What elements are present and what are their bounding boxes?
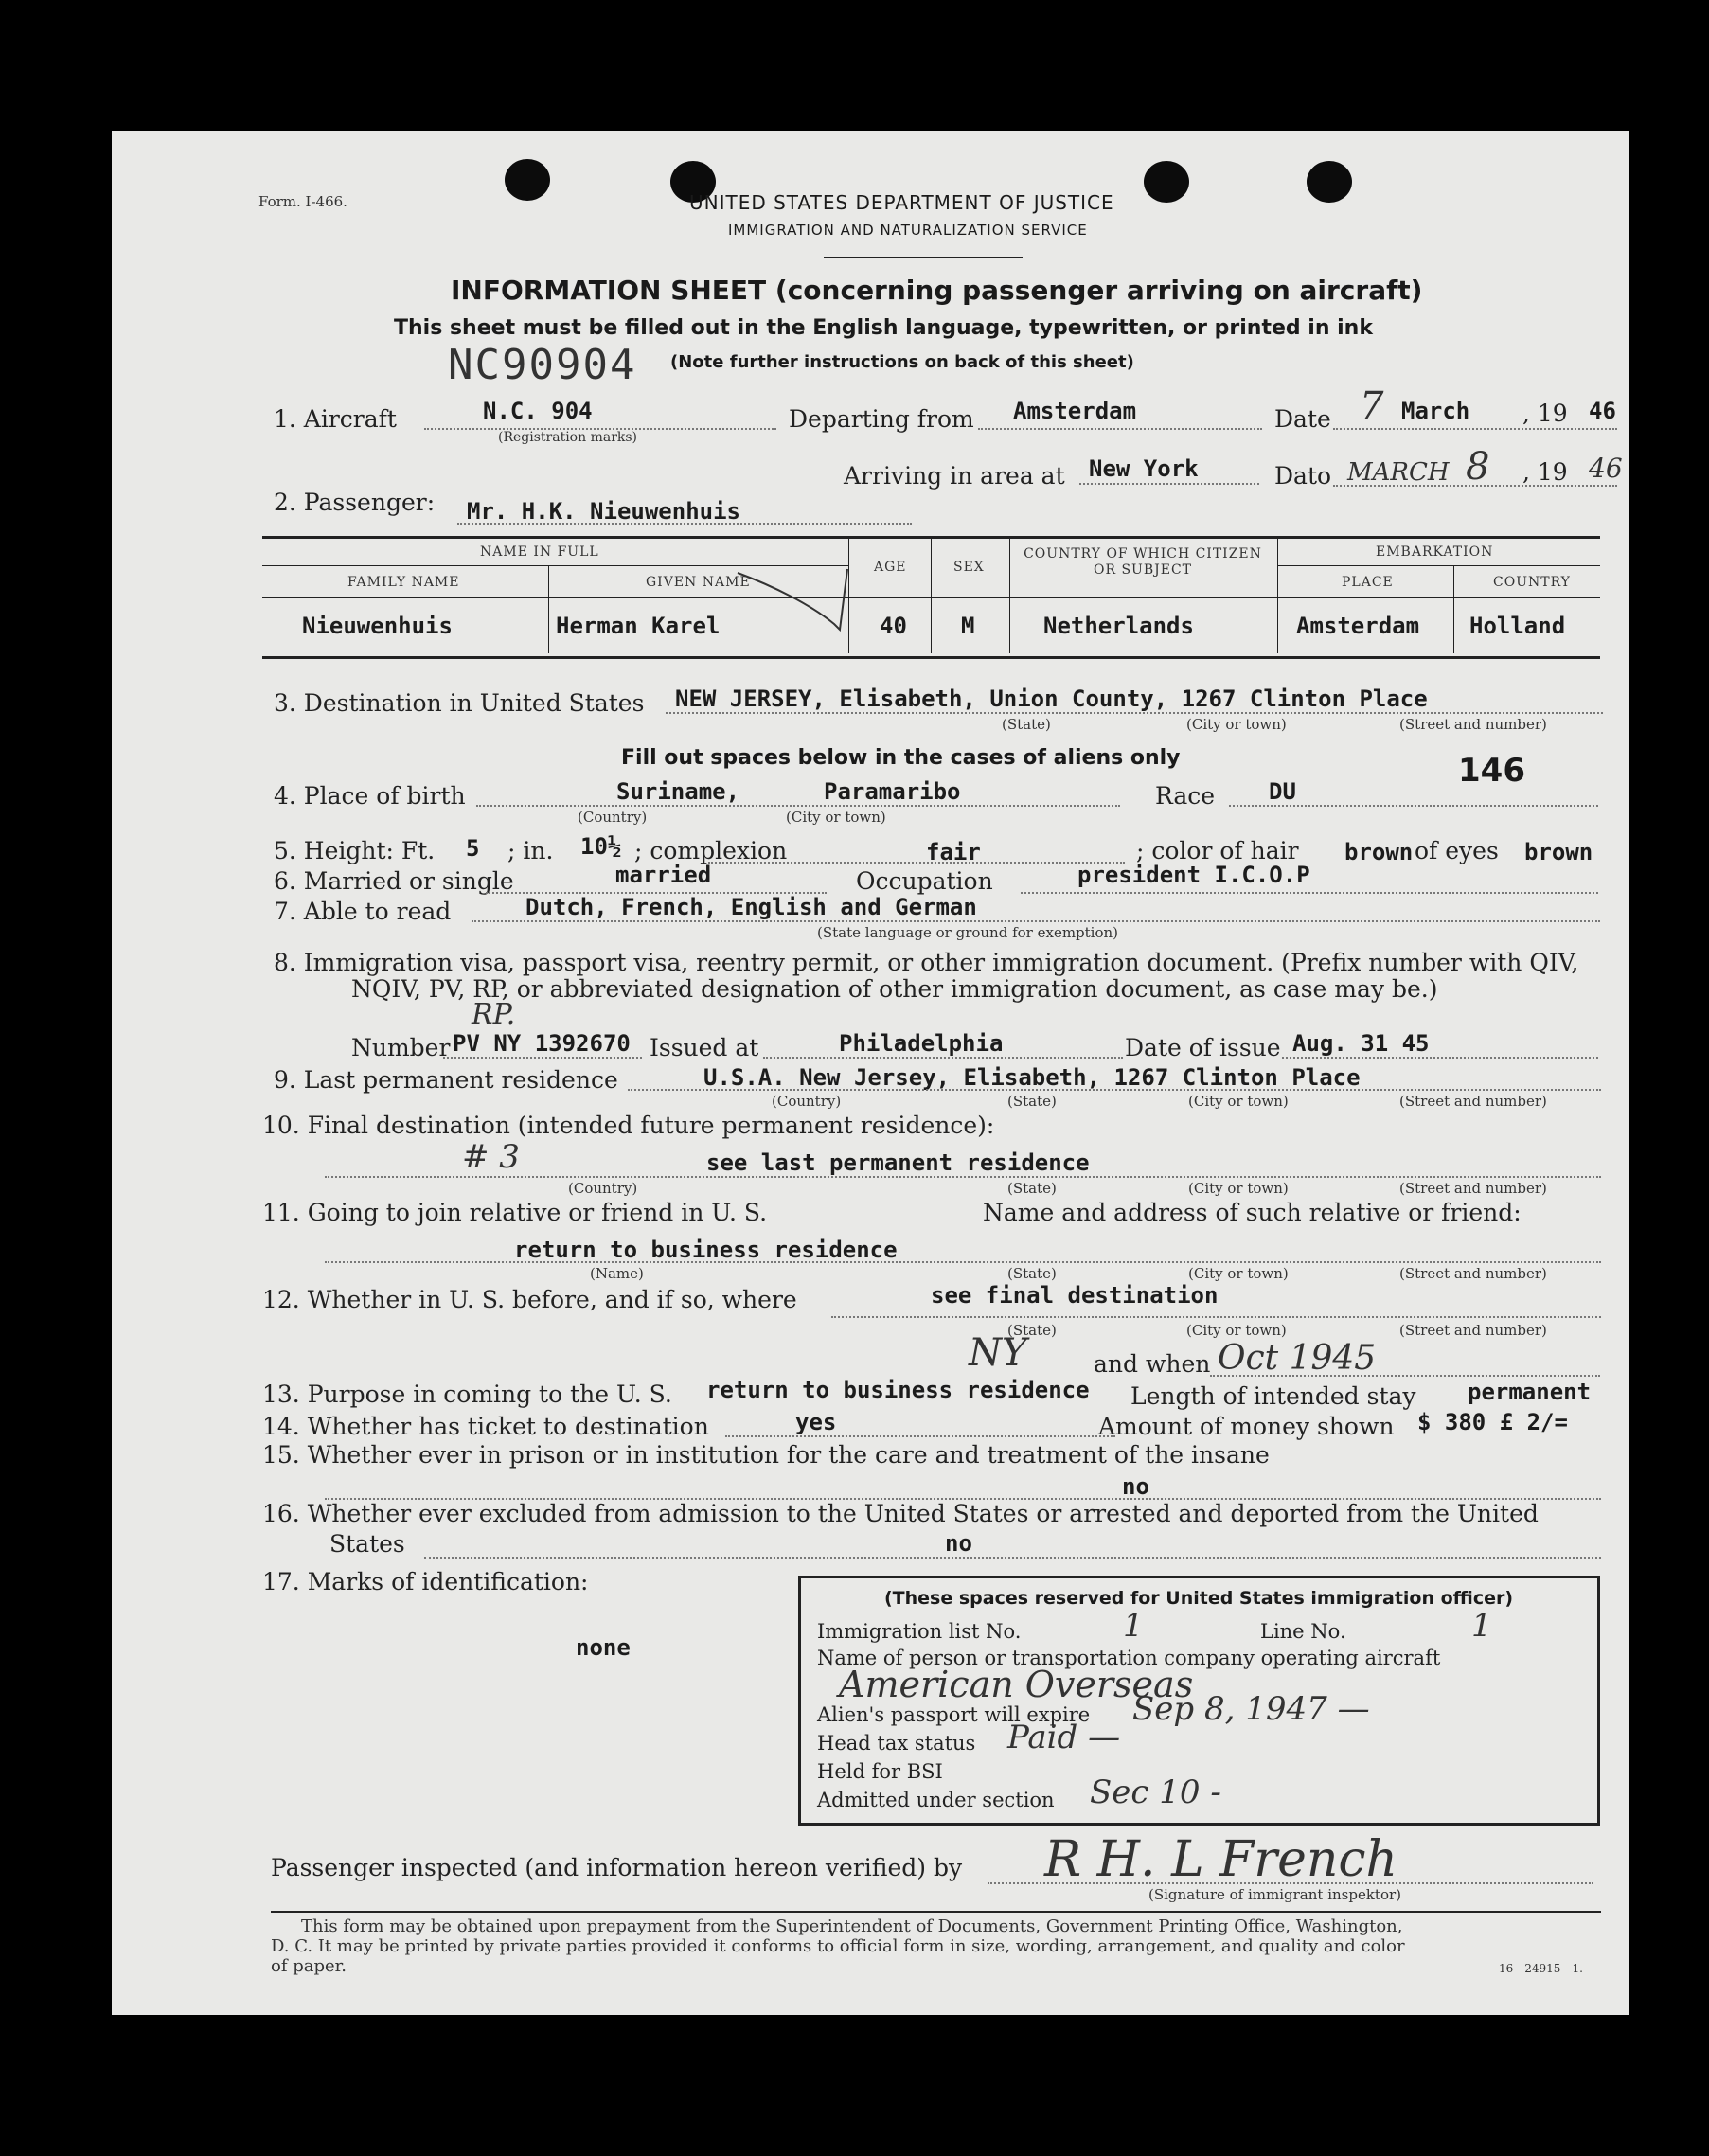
line-no-label: Line No. [1260, 1620, 1346, 1643]
join-relative-value: return to business residence [514, 1237, 898, 1263]
date-of-issue-value: Aug. 31 45 [1292, 1030, 1430, 1057]
final-city-caption: (City or town) [1188, 1180, 1289, 1197]
service-title: IMMIGRATION AND NATURALIZATION SERVICE [728, 222, 1088, 239]
passenger-table [262, 536, 1600, 659]
registration-caption: (Registration marks) [498, 430, 638, 445]
aircraft-label: 1. Aircraft [274, 405, 397, 433]
given-name-header: GIVEN NAME [646, 575, 751, 590]
last-residence-street-caption: (Street and number) [1399, 1093, 1547, 1110]
country-header: COUNTRY [1493, 575, 1571, 590]
prison-label: 15. Whether ever in prison or in institution for the care and treatment of the insane [262, 1441, 1270, 1469]
relative-state-caption: (State) [1007, 1265, 1057, 1282]
birth-city-caption: (City or town) [786, 809, 886, 826]
occupation-label: Occupation [856, 867, 993, 895]
last-residence-state-caption: (State) [1007, 1093, 1057, 1110]
stay-length-value: permanent [1468, 1379, 1592, 1405]
head-tax-label: Head tax status [817, 1732, 976, 1755]
sex-header: SEX [953, 560, 985, 575]
destination-label: 3. Destination in United States [274, 689, 645, 717]
signature-caption: (Signature of immigrant inspektor) [1148, 1886, 1402, 1903]
inspector-signature: R H. L French [1044, 1831, 1397, 1888]
date-label: Date [1274, 405, 1331, 433]
passenger-label: 2. Passenger: [274, 489, 436, 516]
inspection-label: Passenger inspected (and information hereon verified) by [271, 1854, 963, 1881]
purpose-label: 13. Purpose in coming to the U. S. [262, 1381, 672, 1408]
hair-value: brown [1344, 839, 1414, 865]
departing-label: Departing from [789, 405, 974, 433]
height-label: 5. Height: Ft. [274, 837, 436, 864]
ticket-label: 14. Whether has ticket to destination [262, 1413, 709, 1440]
final-state-caption: (State) [1007, 1180, 1057, 1197]
line-no-value: 1 [1471, 1607, 1492, 1645]
punch-hole [505, 159, 550, 201]
place-header: PLACE [1342, 575, 1394, 590]
marital-value: married [615, 862, 712, 888]
date2-label: Dato [1274, 462, 1332, 490]
form-sheet [112, 131, 1629, 2015]
footer-line1: This form may be obtained upon prepayment from the Superintendent of Documents, Government Printing Office, Washington, [301, 1916, 1403, 1936]
eyes-label: of eyes [1415, 837, 1499, 864]
date-of-issue-label: Date of issue [1125, 1034, 1281, 1061]
excluded-value: no [945, 1530, 972, 1557]
height-in-value: 10½ [580, 833, 622, 860]
code-number: 146 [1458, 752, 1525, 790]
last-residence-label: 9. Last permanent residence [274, 1066, 618, 1094]
previous-city-caption: (City or town) [1186, 1322, 1287, 1339]
punch-hole [1307, 161, 1352, 203]
destination-state-caption: (State) [1002, 716, 1051, 733]
date2-year: 46 [1589, 453, 1623, 484]
read-label: 7. Able to read [274, 898, 452, 925]
read-value: Dutch, French, English and German [525, 894, 977, 920]
birth-country-caption: (Country) [578, 809, 648, 826]
identification-value: none [576, 1634, 631, 1661]
issued-at-value: Philadelphia [839, 1030, 1004, 1057]
date-month: March [1401, 398, 1470, 424]
prison-value: no [1122, 1473, 1149, 1500]
occupation-value: president I.C.O.P [1077, 862, 1310, 888]
previous-street-caption: (Street and number) [1399, 1322, 1547, 1339]
eyes-value: brown [1524, 839, 1593, 865]
footer-line2: D. C. It may be printed by private parties provided it conforms to official form in size, wording, arrangement, and quality and color [271, 1936, 1405, 1956]
destination-value: NEW JERSEY, Elisabeth, Union County, 1267 Clinton Place [675, 686, 1428, 712]
read-caption: (State language or ground for exemption) [817, 924, 1119, 941]
name-in-full-header: NAME IN FULL [480, 544, 599, 560]
arriving-value: New York [1089, 455, 1199, 482]
citizen-header: COUNTRY OF WHICH CITIZEN OR SUBJECT [1024, 546, 1262, 578]
arriving-label: Arriving in area at [844, 462, 1065, 490]
age-value: 40 [880, 613, 907, 639]
print-code: 16—24915—1. [1499, 1962, 1583, 1975]
date2-year-prefix: , 19 [1522, 458, 1568, 486]
ticket-value: yes [795, 1409, 837, 1435]
last-residence-country-caption: (Country) [772, 1093, 842, 1110]
money-label: Amount of money shown [1098, 1413, 1395, 1440]
birth-country-value: Suriname, [616, 778, 740, 805]
complexion-label: ; complexion [634, 837, 788, 864]
instruction-text: This sheet must be filled out in the English language, typewritten, or printed in ink [394, 316, 1373, 340]
family-name-value: Nieuwenhuis [302, 613, 453, 639]
issued-at-label: Issued at [650, 1034, 759, 1061]
birth-place-label: 4. Place of birth [274, 782, 466, 810]
admitted-section-value: Sec 10 - [1090, 1773, 1221, 1811]
held-bsi-label: Held for BSI [817, 1760, 943, 1783]
visa-number-label: Number [351, 1034, 451, 1061]
form-number: Form. I-466. [258, 193, 347, 210]
destination-city-caption: (City or town) [1186, 716, 1287, 733]
aliens-heading: Fill out spaces below in the cases of aliens only [621, 746, 1181, 770]
department-title: UNITED STATES DEPARTMENT OF JUSTICE [689, 191, 1114, 214]
operator-value: American Overseas [839, 1664, 1194, 1705]
marital-label: 6. Married or single [274, 867, 514, 895]
departing-value: Amsterdam [1013, 398, 1137, 424]
previous-where-handwritten: NY [969, 1331, 1027, 1375]
sex-value: M [961, 613, 975, 639]
previous-us-label: 12. Whether in U. S. before, and if so, where [262, 1286, 797, 1313]
date-day: 7 [1360, 384, 1384, 428]
officer-box [798, 1576, 1600, 1826]
final-destination-handwritten: # 3 [462, 1138, 520, 1176]
previous-when-handwritten: Oct 1945 [1218, 1339, 1377, 1378]
passenger-value: Mr. H.K. Nieuwenhuis [467, 498, 740, 525]
when-label: and when [1094, 1350, 1211, 1378]
height-ft-value: 5 [466, 835, 480, 862]
height-in-label: ; in. [507, 837, 554, 864]
race-label: Race [1155, 782, 1216, 810]
visa-number-value: PV NY 1392670 [453, 1030, 631, 1057]
embarkation-header: EMBARKATION [1376, 544, 1494, 560]
officer-box-heading: (These spaces reserved for United States immigration officer) [884, 1588, 1514, 1609]
immigration-list-label: Immigration list No. [817, 1620, 1022, 1643]
hair-label: ; color of hair [1136, 837, 1299, 864]
citizen-value: Netherlands [1043, 613, 1194, 639]
country-value: Holland [1469, 613, 1566, 639]
relative-address-label: Name and address of such relative or friend: [983, 1199, 1522, 1226]
stay-length-label: Length of intended stay [1130, 1382, 1416, 1410]
given-name-value: Herman Karel [556, 613, 721, 639]
date-year: 46 [1589, 398, 1616, 424]
relative-street-caption: (Street and number) [1399, 1265, 1547, 1282]
previous-us-value: see final destination [931, 1282, 1219, 1309]
complexion-value: fair [926, 839, 981, 865]
date-year-prefix: , 19 [1522, 400, 1568, 427]
relative-city-caption: (City or town) [1188, 1265, 1289, 1282]
back-note: (Note further instructions on back of this sheet) [670, 352, 1134, 372]
final-destination-value: see last permanent residence [706, 1149, 1090, 1176]
last-residence-city-caption: (City or town) [1188, 1093, 1289, 1110]
passport-expire-value: Sep 8, 1947 — [1132, 1690, 1370, 1728]
date2-day: 8 [1466, 445, 1490, 489]
visa-line2: NQIV, PV, RP, or abbreviated designation of other immigration document, as case may be.) [351, 975, 1438, 1003]
final-country-caption: (Country) [568, 1180, 638, 1197]
race-value: DU [1269, 778, 1296, 805]
money-value: $ 380 £ 2/= [1417, 1409, 1568, 1435]
purpose-value: return to business residence [706, 1377, 1090, 1403]
visa-line1: 8. Immigration visa, passport visa, reentry permit, or other immigration document. (Prefix number with QIV, [274, 949, 1579, 976]
footer-line3: of paper. [271, 1956, 347, 1976]
final-destination-label: 10. Final destination (intended future permanent residence): [262, 1112, 995, 1139]
join-relative-label: 11. Going to join relative or friend in U. S. [262, 1199, 768, 1226]
date2-month: MARCH [1347, 458, 1450, 487]
place-value: Amsterdam [1296, 613, 1420, 639]
operator-label: Name of person or transportation company operating aircraft [817, 1647, 1441, 1669]
handwritten-rp: RP. [472, 998, 516, 1031]
punch-hole [1144, 161, 1189, 203]
aircraft-value: N.C. 904 [483, 398, 593, 424]
excluded-line2: States [329, 1530, 405, 1558]
family-name-header: FAMILY NAME [347, 575, 460, 590]
pen-check-mark [736, 567, 849, 643]
previous-state-caption: (State) [1007, 1322, 1057, 1339]
destination-street-caption: (Street and number) [1399, 716, 1547, 733]
page-title: INFORMATION SHEET (concerning passenger arriving on aircraft) [451, 275, 1423, 306]
age-header: AGE [874, 560, 907, 575]
final-street-caption: (Street and number) [1399, 1180, 1547, 1197]
stamp-number: NC90904 [448, 341, 637, 389]
relative-name-caption: (Name) [590, 1265, 644, 1282]
admitted-section-label: Admitted under section [817, 1789, 1055, 1811]
immigration-list-value: 1 [1123, 1607, 1144, 1645]
passport-expire-label: Alien's passport will expire [817, 1703, 1091, 1726]
excluded-line1: 16. Whether ever excluded from admission to the United States or arrested and deported from the United [262, 1500, 1539, 1527]
identification-label: 17. Marks of identification: [262, 1568, 589, 1595]
head-tax-value: Paid — [1007, 1719, 1121, 1756]
last-residence-value: U.S.A. New Jersey, Elisabeth, 1267 Clinton Place [703, 1064, 1361, 1091]
birth-city-value: Paramaribo [824, 778, 961, 805]
